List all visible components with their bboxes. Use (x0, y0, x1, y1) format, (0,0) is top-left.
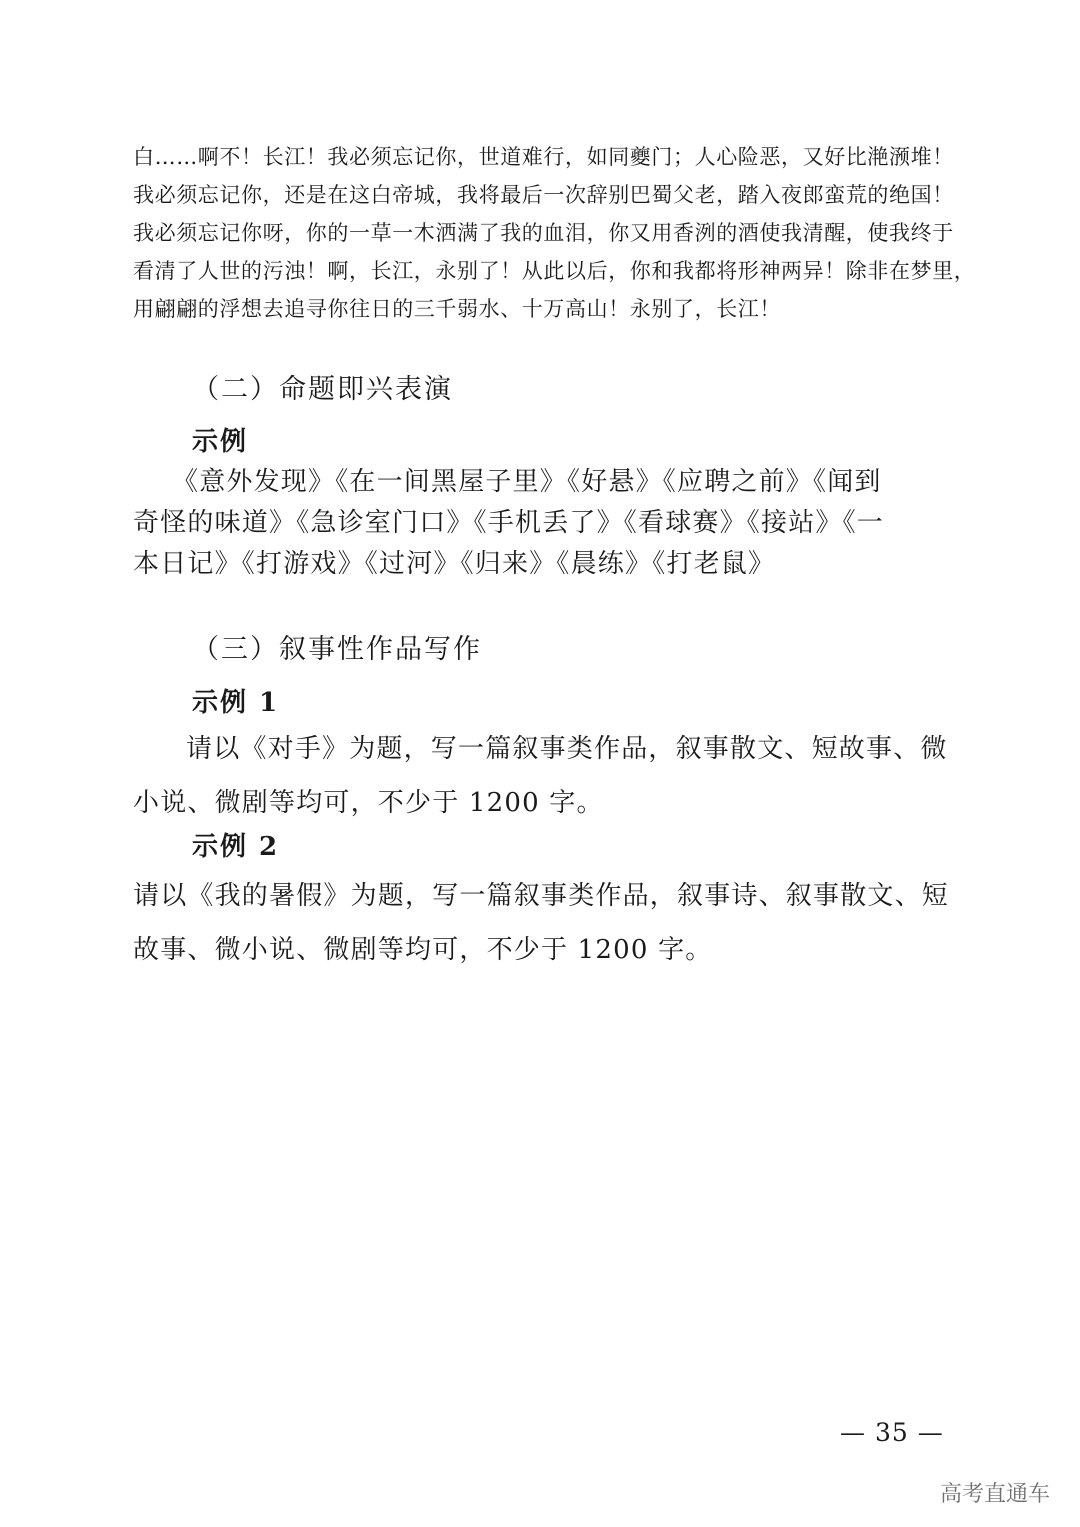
example-2-label: 示例 2 (192, 832, 280, 862)
example-1-line: 小说、微剧等均可，不少于 1200 字。 (133, 788, 604, 818)
example-label: 示例 (192, 427, 249, 457)
passage-line: 用翩翩的浮想去追寻你往日的三千弱水、十万高山！永别了，长江！ (133, 297, 781, 321)
example-1-text (133, 722, 963, 830)
passage-line: 看清了人世的污浊！啊，长江，永别了！从此以后，你和我都将形神两异！除非在梦里， (133, 259, 976, 283)
example-1-label: 示例 1 (192, 688, 280, 718)
titles-line: 《意外发现》《在一间黑屋子里》《好悬》《应聘之前》《闻到 (172, 467, 882, 497)
section-heading-narrative: （三）叙事性作品写作 (192, 634, 482, 665)
page-number: — 35 — (840, 1418, 944, 1447)
example-1-line: 请以《对手》为题，写一篇叙事类作品，叙事散文、短故事、微 (186, 734, 948, 764)
example-titles (133, 462, 963, 585)
watermark-text: 高考直通车 (940, 1482, 1051, 1507)
titles-line: 本日记》《打游戏》《过河》《归来》《晨练》《打老鼠》 (133, 549, 776, 579)
titles-line: 奇怪的味道》《急诊室门口》《手机丢了》《看球赛》《接站》《一 (133, 508, 885, 538)
section-heading-improv: （二）命题即兴表演 (192, 374, 453, 405)
passage-text (133, 138, 976, 328)
passage-line: 我必须忘记你呀，你的一草一木洒满了我的血泪，你又用香洌的酒使我清醒，使我终于 (133, 221, 954, 245)
passage-line: 我必须忘记你，还是在这白帝城，我将最后一次辞别巴蜀父老，踏入夜郎蛮荒的绝国！ (133, 183, 954, 207)
passage-line: 白……啊不！长江！我必须忘记你，世道难行，如同夔门；人心险恶，又好比滟滪堆！ (133, 145, 954, 169)
example-2-line: 故事、微小说、微剧等均可，不少于 1200 字。 (133, 935, 713, 965)
example-2-line: 请以《我的暑假》为题，写一篇叙事类作品，叙事诗、叙事散文、短 (133, 881, 950, 911)
example-2-text (133, 869, 963, 977)
